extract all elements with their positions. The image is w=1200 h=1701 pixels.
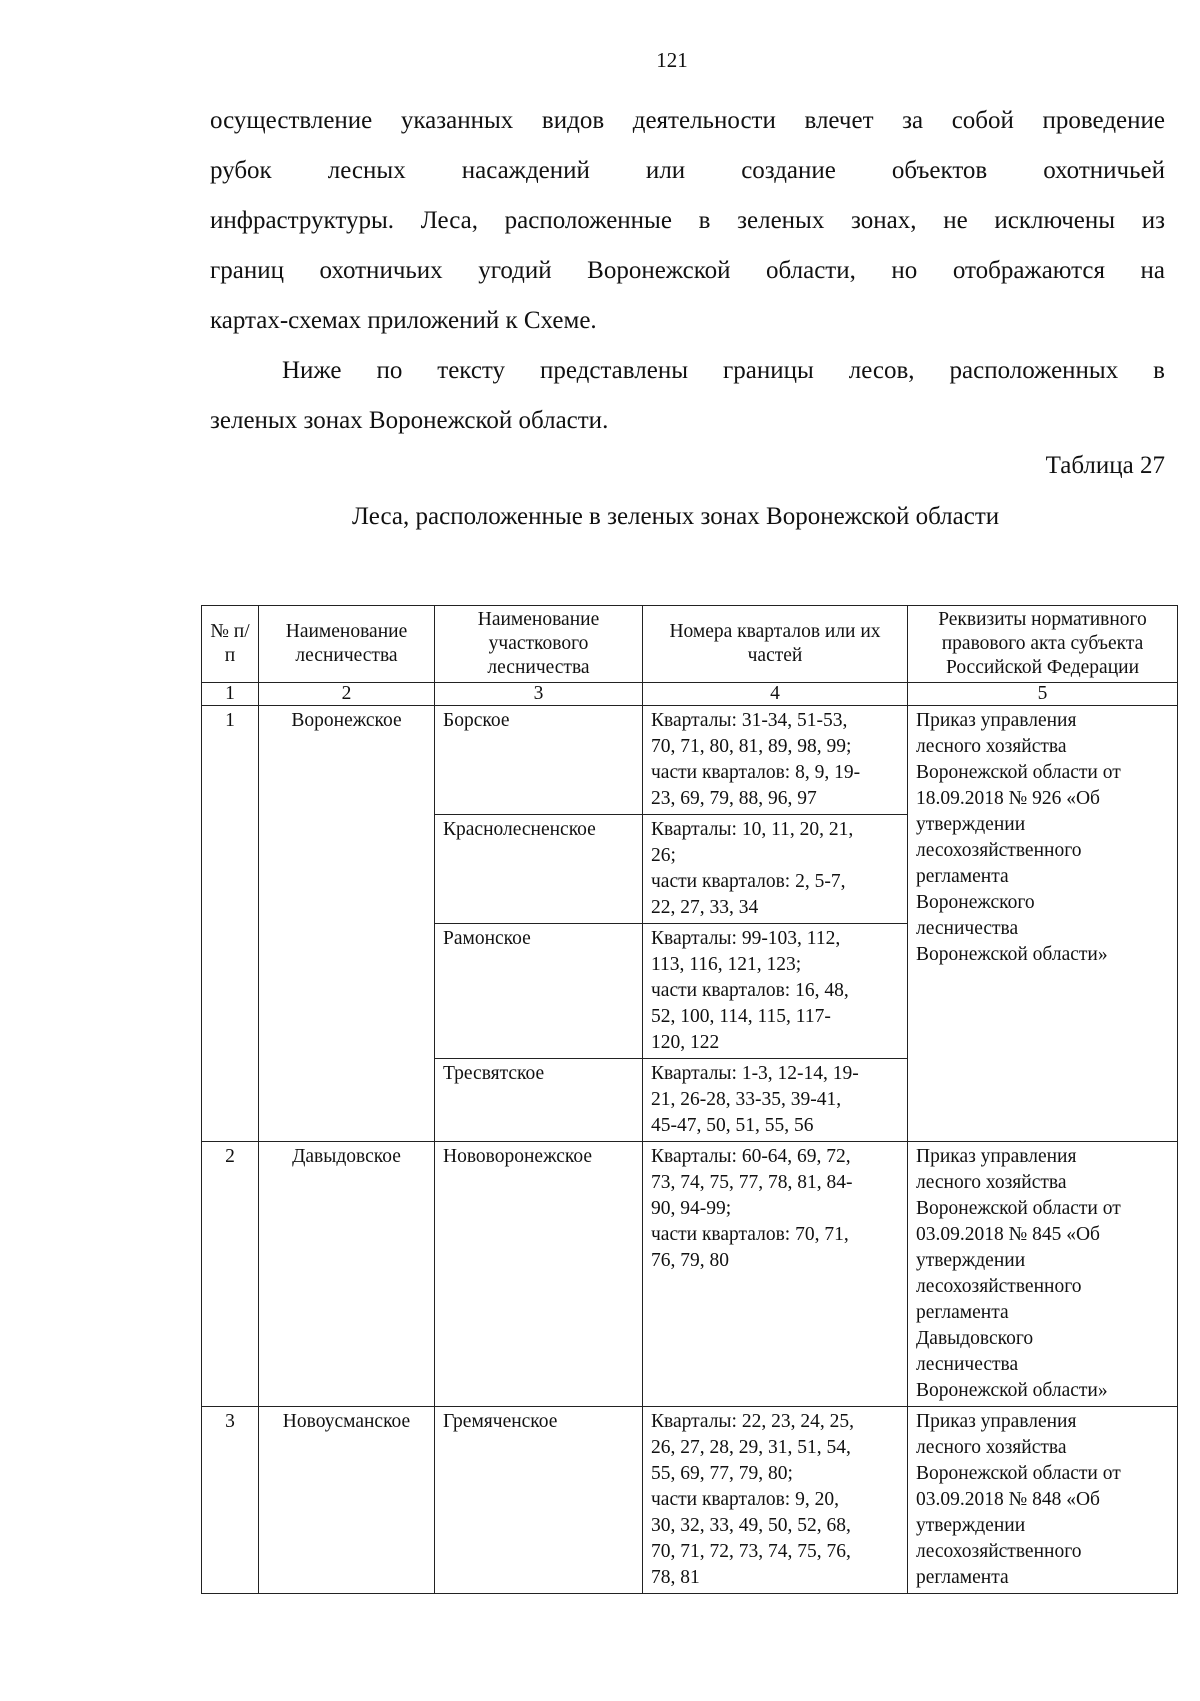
table-row [202, 706, 1178, 815]
table-label: Таблица 27 [1045, 452, 1165, 479]
paragraph-line: границ охотничьих угодий Воронежской области, но отображаются на [210, 257, 1165, 284]
forestry-name: Новоусманское [259, 1407, 435, 1594]
paragraph-line: рубок лесных насаждений или создание объектов охотничьей [210, 157, 1165, 184]
row-number: 1 [202, 706, 259, 1142]
table-row [202, 1407, 1178, 1594]
quarters-cell: Кварталы: 10, 11, 20, 21, 26; части кварталов: 2, 5-7, 22, 27, 33, 34 [643, 815, 908, 924]
legal-act-cell: Приказ управления лесного хозяйства Воронежской области от 03.09.2018 № 845 «Об утверждении лесохозяйственного регламента Давыдовского лесничества Воронежской области» [908, 1142, 1178, 1407]
quarters-cell: Кварталы: 31-34, 51-53, 70, 71, 80, 81, 89, 98, 99; части кварталов: 8, 9, 19- 23, 69, 79, 88, 96, 97 [643, 706, 908, 815]
column-number: 5 [908, 683, 1178, 706]
quarters-cell: Кварталы: 22, 23, 24, 25, 26, 27, 28, 29, 31, 51, 54, 55, 69, 77, 79, 80; части кварталов: 9, 20, 30, 32, 33, 49, 50, 52, 68, 70, 71, 72, 73, 74, 75, 76, 78, 81 [643, 1407, 908, 1594]
legal-act-cell: Приказ управления лесного хозяйства Воронежской области от 03.09.2018 № 848 «Об утверждении лесохозяйственного регламента [908, 1407, 1178, 1594]
row-number: 3 [202, 1407, 259, 1594]
table-caption: Леса, расположенные в зеленых зонах Воронежской области [352, 503, 1000, 530]
district-forestry-name: Гремяченское [435, 1407, 643, 1594]
forestry-name: Воронежское [259, 706, 435, 1142]
header-quarters: Номера кварталов или их частей [643, 606, 908, 683]
page-number: 121 [656, 48, 688, 72]
paragraph-line: картах-схемах приложений к Схеме. [210, 307, 597, 334]
district-forestry-name: Борское [435, 706, 643, 815]
column-number: 1 [202, 683, 259, 706]
district-forestry-name: Нововоронежское [435, 1142, 643, 1407]
forests-table [201, 605, 1178, 1594]
legal-act-cell: Приказ управления лесного хозяйства Воронежской области от 18.09.2018 № 926 «Об утверждении лесохозяйственного регламента Воронежского лесничества Воронежской области» [908, 706, 1178, 1142]
district-forestry-name: Тресвятское [435, 1059, 643, 1142]
table-row [202, 1142, 1178, 1407]
paragraph-2 [210, 346, 1165, 446]
paragraph-line: инфраструктуры. Леса, расположенные в зеленых зонах, не исключены из [210, 207, 1165, 234]
table-header-row [202, 606, 1178, 683]
quarters-cell: Кварталы: 60-64, 69, 72, 73, 74, 75, 77, 78, 81, 84- 90, 94-99; части кварталов: 70, 71, 76, 79, 80 [643, 1142, 908, 1407]
column-number: 3 [435, 683, 643, 706]
header-legal-act: Реквизиты нормативного правового акта субъекта Российской Федерации [908, 606, 1178, 683]
paragraph-line: осуществление указанных видов деятельности влечет за собой проведение [210, 107, 1165, 134]
district-forestry-name: Краснолесненское [435, 815, 643, 924]
quarters-cell: Кварталы: 99-103, 112, 113, 116, 121, 123; части кварталов: 16, 48, 52, 100, 114, 115, 117- 120, 122 [643, 924, 908, 1059]
header-no: № п/п [202, 606, 259, 683]
header-district-forestry: Наименование участкового лесничества [435, 606, 643, 683]
column-number: 4 [643, 683, 908, 706]
quarters-cell: Кварталы: 1-3, 12-14, 19- 21, 26-28, 33-35, 39-41, 45-47, 50, 51, 55, 56 [643, 1059, 908, 1142]
district-forestry-name: Рамонское [435, 924, 643, 1059]
column-number-row [202, 683, 1178, 706]
paragraph-1 [210, 96, 1165, 346]
paragraph-line: зеленых зонах Воронежской области. [210, 407, 609, 434]
forestry-name: Давыдовское [259, 1142, 435, 1407]
column-number: 2 [259, 683, 435, 706]
paragraph-line: Ниже по тексту представлены границы лесов, расположенных в [282, 357, 1165, 384]
header-forestry: Наименование лесничества [259, 606, 435, 683]
row-number: 2 [202, 1142, 259, 1407]
